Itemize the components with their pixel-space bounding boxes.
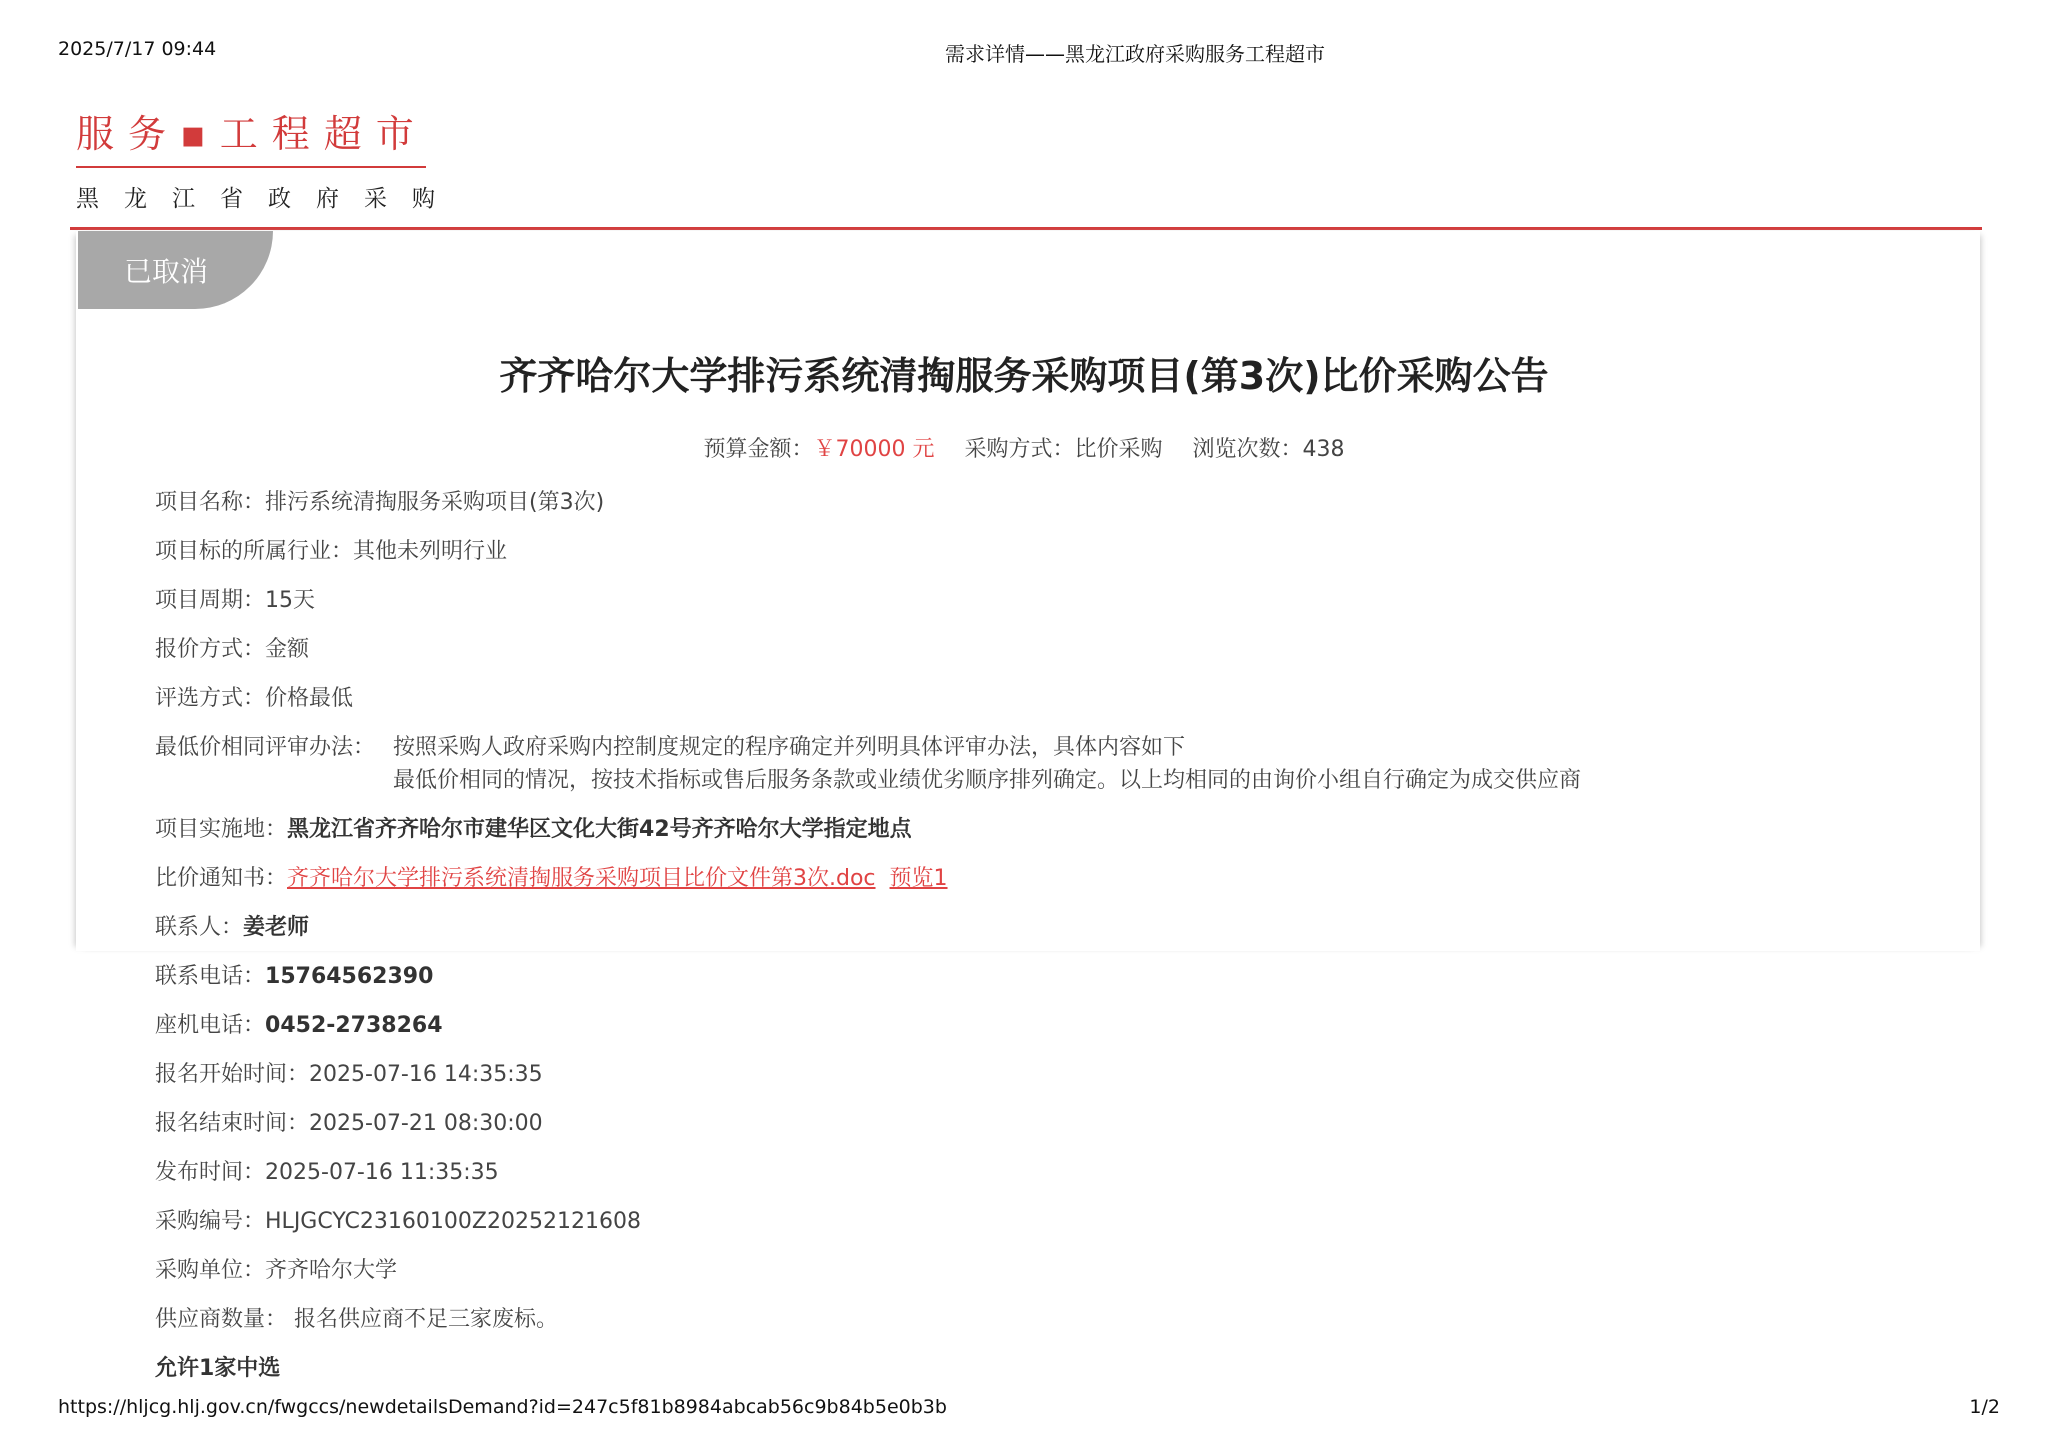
field-industry [155,527,1955,576]
field-value: 价格最低 [265,686,354,711]
field-label: 联系电话： [155,964,266,989]
status-badge: 已取消 [78,231,273,309]
field-quote-method [155,625,1955,674]
field-label: 供应商数量： [155,1307,288,1332]
field-landline [155,1001,1955,1050]
field-label: 比价通知书： [155,866,288,891]
print-page-title: 需求详情——黑龙江政府采购服务工程超市 [945,42,1325,66]
print-page-number: 1/2 [1969,1396,2000,1418]
field-supplier-count [155,1295,1955,1344]
print-url: https://hljcg.hlj.gov.cn/fwgccs/newdetailsDemand?id=247c5f81b8984abcab56c9b84b5e0b3b [58,1396,947,1418]
detail-fields [155,478,1955,1393]
field-value: 排污系统清掏服务采购项目(第3次) [265,490,605,515]
tie-rule-line-2: 最低价相同的情况，按技术指标或售后服务条款或业绩优劣顺序排列确定。以上均相同的由询价小组自行确定为成交供应商 [393,768,1582,793]
field-label: 项目标的所属行业： [155,539,354,564]
method-value: 比价采购 [1074,437,1163,462]
field-notice [155,854,1955,903]
logo-sub-text: 黑龙江省政府采购 [76,186,460,212]
field-value: 2025-07-21 08:30:00 [309,1111,543,1136]
method-label: 采购方式： [964,437,1075,462]
field-value: 2025-07-16 14:35:35 [309,1062,543,1087]
field-label: 报名开始时间： [155,1062,310,1087]
field-label: 项目实施地： [155,817,288,842]
allow-winners: 允许1家中选 [155,1356,281,1381]
page-title: 齐齐哈尔大学排污系统清掏服务采购项目(第3次)比价采购公告 [499,354,1549,398]
logo-main-text: 服务▪工程超市 [76,112,428,156]
field-period [155,576,1955,625]
field-value: 15764562390 [265,964,434,989]
budget-value: ￥70000 元 [813,437,935,462]
field-value: 姜老师 [243,915,310,940]
field-location [155,805,1955,854]
field-label: 报价方式： [155,637,266,662]
field-value: 0452-2738264 [265,1013,443,1038]
tie-rule-line-1: 按照采购人政府采购内控制度规定的程序确定并列明具体评审办法，具体内容如下 [393,735,1186,760]
field-value: 其他未列明行业 [353,539,508,564]
header-divider [70,227,1982,230]
field-value: 黑龙江省齐齐哈尔市建华区文化大街42号齐齐哈尔大学指定地点 [287,817,912,842]
budget-label: 预算金额： [703,437,814,462]
field-label: 最低价相同评审办法： [155,735,376,760]
field-label: 座机电话： [155,1013,266,1038]
field-label: 联系人： [155,915,244,940]
field-label: 采购编号： [155,1209,266,1234]
field-value: 报名供应商不足三家废标。 [287,1307,559,1332]
field-value: 金额 [265,637,310,662]
field-selection-method [155,674,1955,723]
field-value: 2025-07-16 11:35:35 [265,1160,499,1185]
field-value: 15天 [265,588,316,613]
field-project-name [155,478,1955,527]
notice-document-link[interactable]: 齐齐哈尔大学排污系统清掏服务采购项目比价文件第3次.doc [287,866,876,891]
field-registration-start [155,1050,1955,1099]
notice-preview-link[interactable]: 预览1 [889,866,948,891]
field-label: 评选方式： [155,686,266,711]
logo-divider [76,166,426,168]
field-procurement-unit [155,1246,1955,1295]
field-value: 齐齐哈尔大学 [265,1258,398,1283]
field-label: 发布时间： [155,1160,266,1185]
field-label: 项目周期： [155,588,266,613]
field-label: 采购单位： [155,1258,266,1283]
print-datetime: 2025/7/17 09:44 [58,38,217,60]
summary-bar [0,432,2048,463]
field-label: 报名结束时间： [155,1111,310,1136]
field-phone [155,952,1955,1001]
field-contact [155,903,1955,952]
field-registration-end [155,1099,1955,1148]
views-label: 浏览次数： [1192,437,1303,462]
field-tie-rule [155,723,1955,805]
field-procurement-code [155,1197,1955,1246]
site-logo[interactable] [76,110,460,213]
field-label: 项目名称： [155,490,266,515]
field-value: HLJGCYC23160100Z20252121608 [265,1209,641,1234]
field-publish-time [155,1148,1955,1197]
views-value: 438 [1302,437,1345,462]
